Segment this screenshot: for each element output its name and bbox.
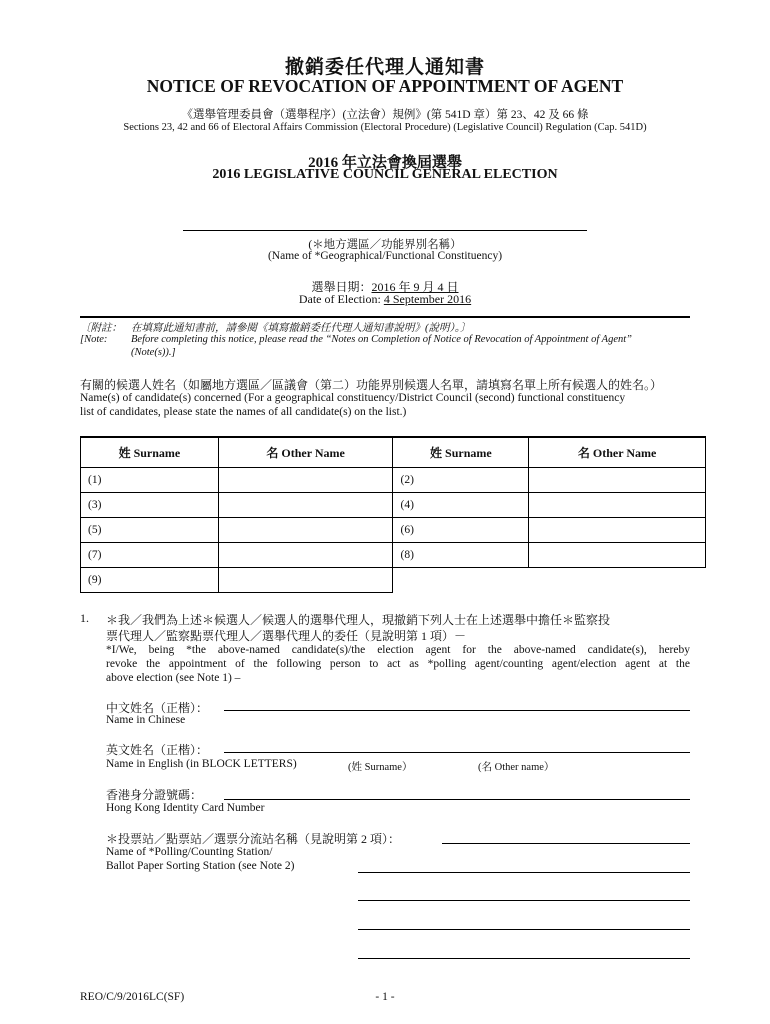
title-english: NOTICE OF REVOCATION OF APPOINTMENT OF AGENT bbox=[146, 76, 624, 96]
table-row bbox=[81, 543, 706, 568]
hkid-input-line[interactable] bbox=[224, 799, 690, 800]
election-title-chinese: 2016 年立法會換屆選舉 bbox=[308, 155, 462, 171]
candidates-intro-chinese: 有關的候選人姓名（如屬地方選區／區議會（第二）功能界別候選人名單，請填寫名單上所有候選人的姓名。） bbox=[80, 378, 663, 392]
item-number-1: 1. bbox=[80, 611, 89, 625]
station-input-line-1[interactable] bbox=[442, 843, 690, 844]
hkid-label-zh: 香港身分證號碼： bbox=[106, 788, 203, 802]
station-input-line-5[interactable] bbox=[358, 958, 690, 959]
header-surname-2: 姓 Surname bbox=[393, 437, 529, 468]
candidates-table-header bbox=[81, 437, 706, 468]
english-name-input-line[interactable] bbox=[224, 752, 690, 753]
table-row bbox=[81, 518, 706, 543]
note-prefix-chinese: 〔附註： bbox=[80, 323, 122, 334]
table-row bbox=[81, 493, 706, 518]
election-title-english: 2016 LEGISLATIVE COUNCIL GENERAL ELECTION bbox=[212, 167, 558, 182]
station-label-en-2: Ballot Paper Sorting Station (see Note 2) bbox=[106, 860, 295, 872]
note-text-english-1: Before completing this notice, please read the “Notes on Completion of Notice of Revocation of Appointment of Agent” bbox=[131, 334, 633, 345]
candidate-other-name-4[interactable] bbox=[529, 493, 706, 518]
note-text-english-2: (Note(s)).] bbox=[131, 347, 176, 358]
page-number: - 1 - bbox=[375, 991, 395, 1003]
candidate-number-7[interactable]: (7) bbox=[81, 543, 219, 568]
chinese-name-label-zh: 中文姓名（正楷）： bbox=[106, 701, 209, 715]
candidates-intro-english-1: Name(s) of candidate(s) concerned (For a geographical constituency/District Council (second) functional constituency bbox=[80, 392, 626, 404]
english-name-label-en: Name in English (in BLOCK LETTERS) bbox=[106, 758, 297, 770]
candidate-number-3[interactable]: (3) bbox=[81, 493, 219, 518]
legal-sections-english: Sections 23, 42 and 66 of Electoral Affairs Commission (Electoral Procedure) (Legislative Council) Regulation (Cap. 541D) bbox=[123, 122, 647, 133]
surname-hint: (姓 Surname） bbox=[348, 762, 413, 773]
candidate-number-6[interactable]: (6) bbox=[393, 518, 529, 543]
constituency-label-chinese: (＊地方選區／功能界別名稱） bbox=[308, 239, 462, 251]
item1-text-english-3: above election (see Note 1) – bbox=[106, 672, 241, 684]
candidate-other-name-6[interactable] bbox=[529, 518, 706, 543]
candidate-number-9[interactable]: (9) bbox=[81, 568, 219, 593]
candidate-number-5[interactable]: (5) bbox=[81, 518, 219, 543]
candidate-number-1[interactable]: (1) bbox=[81, 468, 219, 493]
candidate-other-name-2[interactable] bbox=[529, 468, 706, 493]
note-prefix-english: [Note: bbox=[80, 334, 108, 345]
item1-text-english-2: revoke the appointment of the following person to act as *polling agent/counting agent/election agent at the bbox=[106, 658, 690, 670]
chinese-name-label-en: Name in Chinese bbox=[106, 714, 186, 726]
election-date-english bbox=[0, 292, 770, 307]
candidate-number-8[interactable]: (8) bbox=[393, 543, 529, 568]
candidates-table bbox=[80, 436, 706, 593]
item1-text-chinese-2: 票代理人／監察點票代理人／選舉代理人的委任（見說明第 1 項）－ bbox=[106, 629, 467, 643]
station-input-line-3[interactable] bbox=[358, 900, 690, 901]
constituency-label-english: (Name of *Geographical/Functional Constituency) bbox=[267, 250, 503, 262]
chinese-name-input-line[interactable] bbox=[224, 710, 690, 711]
election-date-value-english: 4 September 2016 bbox=[383, 292, 472, 306]
note-text-chinese: 在填寫此通知書前，請參閱《填寫撤銷委任代理人通知書說明》(說明）。〕 bbox=[131, 323, 471, 334]
candidate-other-name-7[interactable] bbox=[218, 543, 393, 568]
table-row bbox=[81, 468, 706, 493]
header-other-name-2: 名 Other Name bbox=[529, 437, 706, 468]
header-surname-1: 姓 Surname bbox=[81, 437, 219, 468]
candidate-number-2[interactable]: (2) bbox=[393, 468, 529, 493]
candidate-other-name-9[interactable] bbox=[218, 568, 393, 593]
candidate-other-name-8[interactable] bbox=[529, 543, 706, 568]
table-empty-area bbox=[393, 568, 706, 593]
legal-sections-chinese: 《選舉管理委員會（選舉程序）(立法會）規例》(第 541D 章）第 23、42 及 66 條 bbox=[181, 109, 589, 121]
station-input-line-4[interactable] bbox=[358, 929, 690, 930]
section-divider bbox=[80, 316, 690, 318]
constituency-input-line[interactable] bbox=[183, 230, 587, 231]
hkid-label-en: Hong Kong Identity Card Number bbox=[106, 802, 265, 814]
candidates-intro-english-2: list of candidates, please state the names of all candidate(s) on the list.) bbox=[80, 406, 407, 418]
item1-text-english bbox=[106, 643, 690, 685]
english-name-label-zh: 英文姓名（正楷）： bbox=[106, 743, 209, 757]
candidate-other-name-1[interactable] bbox=[218, 468, 393, 493]
item1-text-chinese-1: ＊我／我們為上述＊候選人／候選人的選舉代理人，現撤銷下列人士在上述選舉中擔任＊監察投 bbox=[106, 613, 611, 627]
form-code: REO/C/9/2016LC(SF) bbox=[80, 991, 185, 1003]
election-date-value-chinese: 2016 年 9 月 4 日 bbox=[371, 280, 459, 294]
candidate-other-name-3[interactable] bbox=[218, 493, 393, 518]
station-input-line-2[interactable] bbox=[358, 872, 690, 873]
table-row bbox=[81, 568, 706, 593]
other-name-hint: (名 Other name） bbox=[478, 762, 555, 773]
header-other-name-1: 名 Other Name bbox=[218, 437, 393, 468]
election-date-label-chinese: 選舉日期： bbox=[311, 280, 372, 294]
item1-text-english-1: *I/We, being *the above-named candidate(s)/the election agent for the above-named candidate(s), hereby bbox=[106, 644, 690, 656]
election-date-label-english: Date of Election: bbox=[298, 292, 384, 306]
station-label-zh: ＊投票站／點票站／選票分流站名稱（見說明第 2 項）： bbox=[106, 832, 401, 846]
candidate-other-name-5[interactable] bbox=[218, 518, 393, 543]
title-chinese: 撤銷委任代理人通知書 bbox=[284, 57, 485, 78]
candidate-number-4[interactable]: (4) bbox=[393, 493, 529, 518]
station-label-en-1: Name of *Polling/Counting Station/ bbox=[106, 846, 273, 858]
